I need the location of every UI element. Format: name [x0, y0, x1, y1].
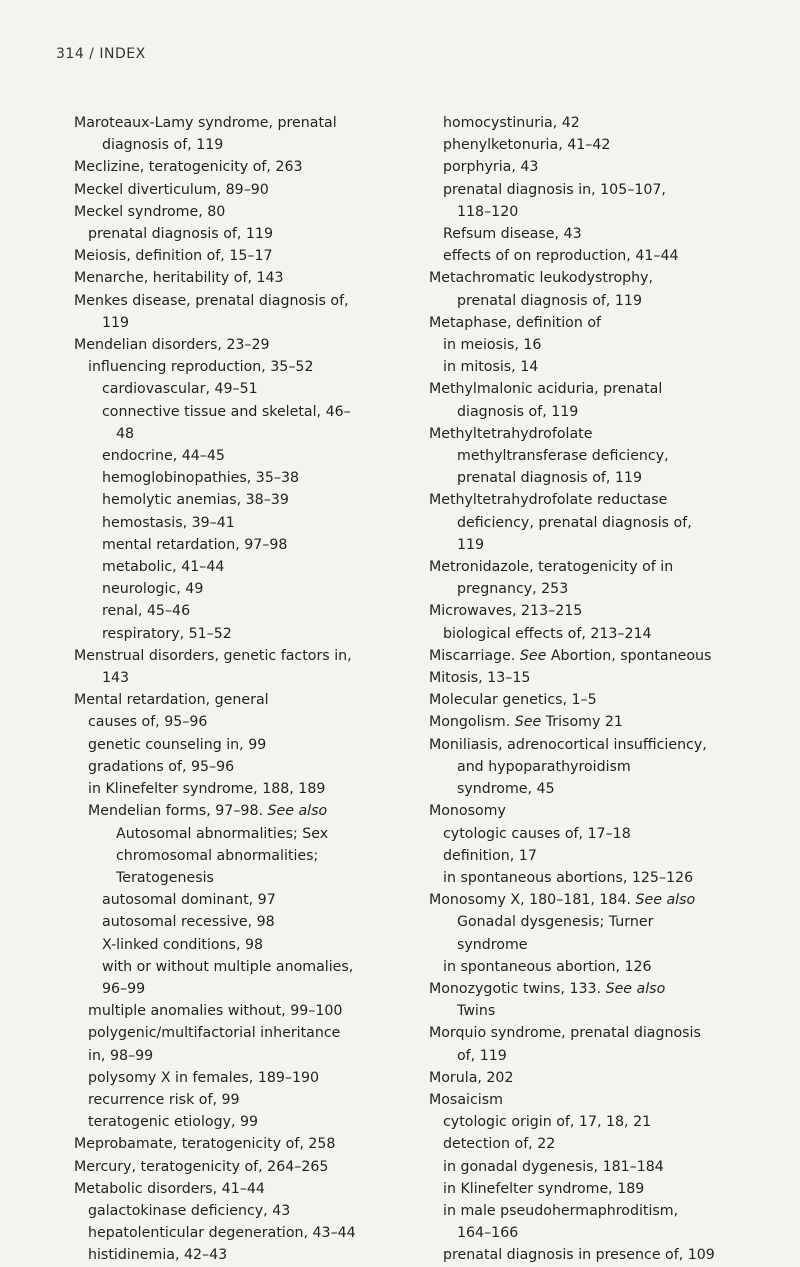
index-subentry	[429, 356, 784, 378]
index-subentry	[74, 1067, 424, 1089]
index-subentry	[429, 623, 784, 645]
page-header: 314 / INDEX	[56, 46, 146, 62]
index-subentry	[429, 867, 784, 889]
index-subentry	[429, 179, 784, 201]
index-entry	[74, 334, 424, 356]
entry-text: Mosaicism	[429, 1091, 503, 1108]
index-subentry	[74, 578, 424, 600]
index-subentry	[74, 756, 424, 778]
index-subentry	[429, 512, 784, 534]
entry-text: Twins	[457, 1003, 496, 1020]
index-subentry	[429, 1000, 784, 1022]
entry-text: Metachromatic leukodystrophy,	[429, 270, 654, 287]
index-subentry	[74, 1200, 424, 1222]
entry-text: phenylketonuria, 41–42	[443, 137, 611, 154]
index-entry	[429, 689, 784, 711]
index-entry	[74, 201, 424, 223]
index-entry	[429, 600, 784, 622]
entry-text: teratogenic etiology, 99	[88, 1114, 259, 1131]
index-subentry	[74, 867, 424, 889]
index-subentry	[74, 556, 424, 578]
entry-text: homocystinuria, 42	[443, 115, 580, 131]
see-reference: See also	[267, 803, 328, 820]
index-subentry	[429, 1222, 784, 1244]
index-entry	[74, 1178, 424, 1200]
entry-text: in spontaneous abortions, 125–126	[443, 869, 694, 886]
entry-text: in Klinefelter syndrome, 189	[443, 1180, 645, 1197]
entry-text: connective tissue and skeletal, 46–	[102, 403, 351, 420]
index-entry	[429, 889, 784, 911]
entry-text: Metronidazole, teratogenicity of in	[429, 559, 674, 576]
entry-text: deficiency, prenatal diagnosis of,	[457, 514, 692, 531]
entry-text: Microwaves, 213–215	[429, 603, 583, 620]
index-subentry	[429, 1111, 784, 1133]
entry-text: 119	[457, 536, 485, 553]
entry-text: syndrome, 45	[457, 781, 555, 798]
index-subentry	[74, 356, 424, 378]
index-subentry	[429, 112, 784, 134]
index-subentry	[74, 934, 424, 956]
entry-text: Miscarriage.	[429, 647, 520, 664]
entry-text: neurologic, 49	[102, 581, 204, 598]
entry-text: porphyria, 43	[443, 159, 539, 176]
index-subentry	[74, 512, 424, 534]
entry-text: detection of, 22	[443, 1136, 556, 1153]
index-subentry	[74, 312, 424, 334]
index-entry	[429, 1067, 784, 1089]
entry-text: with or without multiple anomalies,	[102, 958, 354, 975]
entry-text: renal, 45–46	[102, 603, 191, 620]
index-subentry	[74, 1000, 424, 1022]
see-reference: See	[514, 714, 542, 731]
index-subentry	[74, 1222, 424, 1244]
entry-text: definition, 17	[443, 847, 537, 864]
entry-text: Mental retardation, general	[74, 692, 269, 709]
index-subentry	[74, 378, 424, 400]
index-entry	[429, 800, 784, 822]
index-subentry	[429, 1156, 784, 1178]
entry-text: in, 98–99	[88, 1047, 154, 1064]
index-subentry	[74, 1111, 424, 1133]
entry-text: in spontaneous abortion, 126	[443, 958, 652, 975]
entry-text: of, 119	[457, 1047, 507, 1064]
index-subentry	[74, 956, 424, 978]
entry-text: in meiosis, 16	[443, 337, 542, 354]
index-subentry	[429, 911, 784, 933]
see-reference: See also	[635, 892, 696, 909]
entry-text: Mitosis, 13–15	[429, 670, 531, 687]
index-entry	[429, 645, 784, 667]
index-entry	[429, 423, 784, 445]
entry-text: autosomal recessive, 98	[102, 914, 275, 931]
entry-text: hemoglobinopathies, 35–38	[102, 470, 300, 487]
index-subentry	[74, 1244, 424, 1266]
entry-text: 119	[102, 314, 130, 331]
index-subentry	[74, 823, 424, 845]
entry-text: in mitosis, 14	[443, 359, 539, 376]
index-entry	[74, 156, 424, 178]
index-subentry	[429, 1178, 784, 1200]
index-subentry	[74, 467, 424, 489]
entry-text: 48	[116, 425, 135, 442]
index-subentry	[74, 845, 424, 867]
entry-text: Gonadal dysgenesis; Turner	[457, 914, 654, 931]
entry-reference-target: Abortion, spontaneous	[546, 647, 712, 664]
index-subentry	[74, 1045, 424, 1067]
index-subentry	[429, 467, 784, 489]
index-subentry	[74, 623, 424, 645]
index-entry	[74, 689, 424, 711]
index-entry	[429, 1022, 784, 1044]
entry-text: causes of, 95–96	[88, 714, 208, 731]
index-entry	[429, 267, 784, 289]
index-column-right	[429, 112, 784, 1267]
entry-text: Meclizine, teratogenicity of, 263	[74, 159, 303, 176]
entry-text: Meiosis, definition of, 15–17	[74, 248, 273, 265]
index-subentry	[74, 134, 424, 156]
entry-text: Molecular genetics, 1–5	[429, 692, 597, 709]
entry-text: autosomal dominant, 97	[102, 892, 276, 909]
index-subentry	[429, 778, 784, 800]
index-subentry	[429, 201, 784, 223]
entry-text: Moniliasis, adrenocortical insufficiency,	[429, 736, 707, 753]
entry-text: respiratory, 51–52	[102, 625, 232, 642]
entry-text: genetic counseling in, 99	[88, 736, 267, 753]
entry-text: Menkes disease, prenatal diagnosis of,	[74, 292, 349, 309]
index-entry	[429, 556, 784, 578]
entry-text: gradations of, 95–96	[88, 758, 235, 775]
entry-text: Menarche, heritability of, 143	[74, 270, 284, 287]
index-entry	[429, 312, 784, 334]
index-subentry	[429, 334, 784, 356]
index-subentry	[74, 800, 424, 822]
entry-text: metabolic, 41–44	[102, 559, 225, 576]
entry-text: syndrome	[457, 936, 528, 953]
entry-text: Methyltetrahydrofolate reductase	[429, 492, 668, 509]
index-entry	[74, 1133, 424, 1155]
index-subentry	[429, 1200, 784, 1222]
entry-text: prenatal diagnosis in, 105–107,	[443, 181, 666, 198]
entry-text: polysomy X in females, 189–190	[88, 1069, 320, 1086]
entry-text: Mercury, teratogenicity of, 264–265	[74, 1158, 329, 1175]
entry-text: cardiovascular, 49–51	[102, 381, 258, 398]
index-subentry	[429, 134, 784, 156]
entry-text: X-linked conditions, 98	[102, 936, 264, 953]
entry-text: Menstrual disorders, genetic factors in,	[74, 647, 352, 664]
index-subentry	[429, 445, 784, 467]
entry-text: polygenic/multifactorial inheritance	[88, 1025, 341, 1042]
entry-text: Methyltetrahydrofolate	[429, 425, 593, 442]
index-subentry	[429, 1133, 784, 1155]
entry-text: diagnosis of, 119	[102, 137, 224, 154]
index-entry	[429, 1089, 784, 1111]
index-subentry	[429, 245, 784, 267]
entry-text: Morula, 202	[429, 1069, 514, 1086]
entry-text: in gonadal dygenesis, 181–184	[443, 1158, 664, 1175]
entry-text: prenatal diagnosis of, 119	[457, 292, 642, 309]
entry-text: 143	[102, 670, 130, 687]
see-reference: See also	[605, 980, 666, 997]
entry-text: Monosomy	[429, 803, 506, 820]
entry-text: methyltransferase deficiency,	[457, 448, 669, 465]
index-entry	[74, 267, 424, 289]
index-entry	[429, 489, 784, 511]
index-subentry	[74, 978, 424, 1000]
entry-text: Metaphase, definition of	[429, 314, 602, 331]
entry-text: biological effects of, 213–214	[443, 625, 652, 642]
entry-text: Mendelian forms, 97–98.	[88, 803, 268, 820]
entry-text: galactokinase deficiency, 43	[88, 1202, 291, 1219]
entry-text: 164–166	[457, 1225, 519, 1242]
index-subentry	[429, 934, 784, 956]
entry-text: 118–120	[457, 203, 519, 220]
index-subentry	[429, 823, 784, 845]
index-entry	[74, 112, 424, 134]
index-subentry	[429, 401, 784, 423]
entry-text: hepatolenticular degeneration, 43–44	[88, 1225, 356, 1242]
entry-text: pregnancy, 253	[457, 581, 569, 598]
index-subentry	[74, 734, 424, 756]
index-column-left	[74, 112, 424, 1267]
entry-text: chromosomal abnormalities;	[116, 847, 319, 864]
entry-text: endocrine, 44–45	[102, 448, 225, 465]
index-subentry	[74, 223, 424, 245]
entry-text: hemolytic anemias, 38–39	[102, 492, 289, 509]
index-entry	[74, 245, 424, 267]
entry-text: recurrence risk of, 99	[88, 1091, 240, 1108]
entry-text: Refsum disease, 43	[443, 226, 582, 243]
index-subentry	[429, 1244, 784, 1266]
entry-text: Meckel diverticulum, 89–90	[74, 181, 269, 198]
entry-text: effects of on reproduction, 41–44	[443, 248, 679, 265]
index-entry	[74, 645, 424, 667]
index-subentry	[429, 845, 784, 867]
entry-text: Teratogenesis	[116, 869, 214, 886]
index-subentry	[429, 578, 784, 600]
entry-text: in Klinefelter syndrome, 188, 189	[88, 781, 326, 798]
index-subentry	[74, 489, 424, 511]
index-entry	[429, 734, 784, 756]
entry-text: cytologic causes of, 17–18	[443, 825, 631, 842]
index-subentry	[74, 711, 424, 733]
entry-text: prenatal diagnosis in presence of, 109	[443, 1247, 715, 1264]
index-entry	[429, 378, 784, 400]
index-subentry	[74, 1022, 424, 1044]
entry-text: Metabolic disorders, 41–44	[74, 1180, 265, 1197]
index-entry	[74, 179, 424, 201]
index-entry	[74, 1156, 424, 1178]
index-entry	[429, 667, 784, 689]
entry-text: cytologic origin of, 17, 18, 21	[443, 1114, 652, 1131]
index-subentry	[74, 401, 424, 423]
entry-text: histidinemia, 42–43	[88, 1247, 228, 1264]
entry-text: Mendelian disorders, 23–29	[74, 337, 270, 354]
index-subentry	[429, 756, 784, 778]
index-subentry	[429, 1045, 784, 1067]
index-subentry	[74, 534, 424, 556]
entry-text: prenatal diagnosis of, 119	[88, 226, 273, 243]
entry-text: Meprobamate, teratogenicity of, 258	[74, 1136, 336, 1153]
index-subentry	[74, 778, 424, 800]
entry-text: Autosomal abnormalities; Sex	[116, 825, 329, 842]
entry-text: diagnosis of, 119	[457, 403, 579, 420]
entry-text: Mongolism.	[429, 714, 515, 731]
entry-reference-target: Trisomy 21	[541, 714, 623, 731]
index-subentry	[74, 445, 424, 467]
entry-text: Meckel syndrome, 80	[74, 203, 226, 220]
entry-text: and hypoparathyroidism	[457, 758, 631, 775]
entry-text: Monozygotic twins, 133.	[429, 980, 606, 997]
index-subentry	[429, 223, 784, 245]
see-reference: See	[519, 647, 547, 664]
entry-text: influencing reproduction, 35–52	[88, 359, 314, 376]
index-entry	[429, 711, 784, 733]
index-subentry	[429, 290, 784, 312]
index-subentry	[74, 667, 424, 689]
index-subentry	[74, 911, 424, 933]
entry-text: Maroteaux-Lamy syndrome, prenatal	[74, 115, 337, 131]
index-subentry	[74, 889, 424, 911]
entry-text: mental retardation, 97–98	[102, 536, 288, 553]
index-subentry	[429, 956, 784, 978]
index-subentry	[429, 156, 784, 178]
entry-text: hemostasis, 39–41	[102, 514, 235, 531]
entry-text: Morquio syndrome, prenatal diagnosis	[429, 1025, 701, 1042]
entry-text: in male pseudohermaphroditism,	[443, 1202, 679, 1219]
index-entry	[429, 978, 784, 1000]
index-subentry	[429, 534, 784, 556]
entry-text: multiple anomalies without, 99–100	[88, 1003, 343, 1020]
entry-text: Monosomy X, 180–181, 184.	[429, 892, 636, 909]
index-subentry	[74, 423, 424, 445]
index-entry	[74, 290, 424, 312]
index-subentry	[74, 600, 424, 622]
entry-text: prenatal diagnosis of, 119	[457, 470, 642, 487]
entry-text: 96–99	[102, 980, 146, 997]
index-subentry	[74, 1089, 424, 1111]
entry-text: Methylmalonic aciduria, prenatal	[429, 381, 663, 398]
